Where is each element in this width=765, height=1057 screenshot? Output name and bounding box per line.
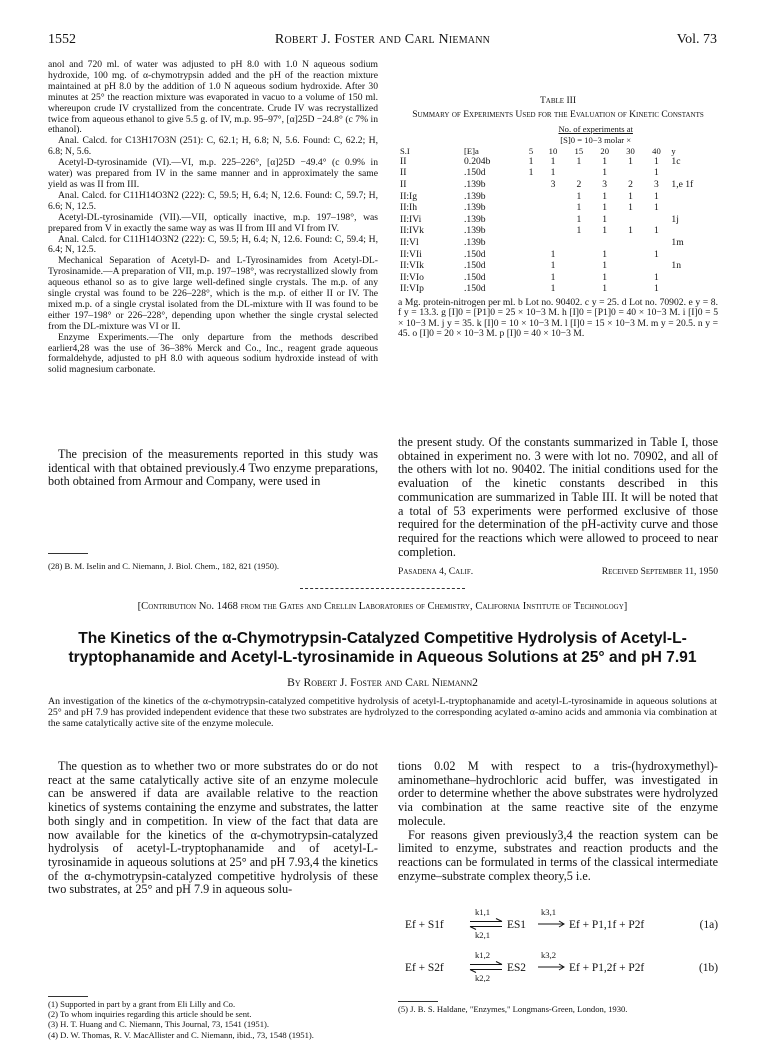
table-cell: II: [400, 179, 407, 191]
right-continuation: [398, 436, 718, 559]
table-cell: [522, 180, 540, 192]
table-cell: [618, 261, 644, 273]
forward-arrow-icon: [537, 963, 565, 971]
table-cell: 1: [654, 202, 659, 214]
table-cell: II: [400, 167, 407, 179]
table-cell: [540, 191, 566, 203]
place: Pasadena 4, Calif.: [398, 566, 474, 577]
table-cell: II:IVk: [400, 225, 424, 237]
table-cell: [669, 226, 718, 238]
table-cell: 3: [602, 179, 608, 191]
para-1: anol and 720 ml. of water was adjusted to pH 8.0 with 1.0 N aqueous sodium hydroxide, 100 mg. of α-chymotrypsin added and the pH of the reaction mixture maintained at pH 8.0 by the addition of 1.0 N aqueous sodium hydroxide. After 30 minutes at 25° the reaction mixture was evaporated in vacuo to a volume of 150 ml. whereupon crude IV crystallized from the concentrate. Crude IV was recrystallized twice from aqueous ethanol to give 5.5 g. of IV, m.p. 95–97°, [α]25D −24.8° (c 7% in ethanol).: [48, 59, 378, 136]
section-divider: [300, 588, 465, 589]
table-cell: 1: [576, 213, 582, 225]
eq1-k-back: k2,1: [475, 930, 491, 940]
header-30: 30: [626, 145, 635, 156]
table-cell: [522, 203, 540, 215]
table-cell: II:VIo: [400, 271, 424, 283]
footnote-rule-right: [398, 1001, 438, 1002]
table-cell: .150d: [464, 167, 486, 179]
table-cell: .139b: [464, 225, 486, 237]
table-cell: 1: [576, 202, 582, 214]
footnote-28: (28) B. M. Iselin and C. Niemann, J. Biol. Chem., 182, 821 (1950).: [48, 561, 280, 571]
table-cell: [522, 191, 540, 203]
table-cell: [522, 284, 540, 296]
equilibrium-arrow-icon: [469, 961, 503, 973]
table-row: [398, 238, 718, 250]
table-cell: 1: [654, 248, 659, 260]
table-cell: 1: [550, 260, 556, 272]
table-cell: 1: [654, 271, 659, 283]
table-cell: .139b: [464, 179, 486, 191]
table-cell: II:VIk: [400, 260, 424, 272]
article-right-column: [398, 760, 718, 883]
forward-arrow-icon: [537, 920, 565, 928]
table-subtitle: Summary of Experiments Used for the Evaluation of Kinetic Constants: [412, 108, 704, 120]
table-cell: 0.204b: [464, 155, 491, 167]
table-row: [398, 261, 718, 273]
header-y: y: [671, 145, 676, 156]
eq1-complex: ES1: [507, 919, 526, 931]
table-cell: [618, 215, 644, 227]
table-row: [398, 191, 718, 203]
table-cell: [540, 203, 566, 215]
eq2-lhs: Ef + S2f: [405, 962, 444, 974]
table-cell: [669, 272, 718, 284]
right-paragraph: the present study. Of the constants summarized in Table I, those obtained in experiment no. 3 were with lot no. 70902, and all of the others with lot no. 90402. The initial conditions used for the evaluation of the kinetic constants described in this communication are summarized in Table III. It will be noted that a total of 53 experiments were performed exclusive of those required for the determination of the pH-activity curve and those required for the reactions which were allowed to proceed to near completion.: [398, 435, 718, 559]
footnote-rule-left: [48, 996, 88, 997]
table-cell: [669, 191, 718, 203]
table-header-row: [398, 146, 718, 157]
table-cell: .150d: [464, 283, 486, 295]
running-header: [48, 32, 717, 48]
header-e: [E]a: [464, 145, 479, 156]
footnote-rule-top: [48, 553, 88, 554]
table-cell: [566, 168, 592, 180]
eq1-k-forward: k1,1: [475, 907, 491, 917]
eq1-label: (1a): [699, 919, 718, 931]
table-cell: 1: [628, 225, 633, 237]
header-40: 40: [652, 145, 661, 156]
table-row: [398, 168, 718, 180]
equation-1a: [405, 907, 718, 943]
footnote-5: (5) J. B. S. Haldane, "Enzymes," Longmans-Green, London, 1930.: [398, 1004, 628, 1014]
table-cell: II: [400, 155, 407, 167]
table-cell: [669, 168, 718, 180]
table-cell: 1: [602, 283, 608, 295]
contribution-line: [Contribution No. 1468 from the Gates and Crellin Laboratories of Chemistry, California Institute of Technology]: [137, 601, 628, 612]
table-cell: 1: [602, 190, 608, 202]
table-cell: [592, 238, 618, 250]
buffer-paragraph: tions 0.02 M with respect to a tris-(hydroxymethyl)-aminomethane–hydrochloric acid buffer, was investigated in order to determine whether the above substrates were hydrolyzed via combination at the same reactive site of the enzyme molecule.: [398, 759, 718, 828]
article-left-column: [48, 760, 378, 897]
table-cell: 1: [602, 248, 608, 260]
table-cell: [618, 249, 644, 261]
table-cell: 1: [576, 225, 582, 237]
table-cell: [618, 238, 644, 250]
table-cell: [566, 261, 592, 273]
table-cell: II:Ig: [400, 190, 418, 202]
table-cell: II:Ih: [400, 202, 418, 214]
para-acetyl-d-tyrosinamide: Acetyl-D-tyrosinamide (VI).—VI, m.p. 225–226°, [α]25D −49.4° (c 0.9% in water) was prepared from IV in the same manner and in approximately the same yield as was II from III.: [48, 157, 378, 190]
table-cell: [618, 284, 644, 296]
table-cell: 1j: [671, 213, 679, 225]
abstract: An investigation of the kinetics of the α-chymotrypsin-catalyzed competitive hydrolysis of acetyl-L-tryptophanamide and acetyl-L-tyrosinamide in aqueous solutions at 25° and pH 7.9 has provided independent evidence that these two substrates are hydrolyzed to the corresponding acylated α-amino acids and ammonia via combination at the same catalytically active site of the enzyme molecule.: [48, 696, 717, 729]
table-cell: 1: [550, 283, 556, 295]
table-cell: .150d: [464, 248, 486, 260]
table-cell: 1: [576, 155, 582, 167]
para-analysis-2: Anal. Calcd. for C11H14O3N2 (222): C, 59.5; H, 6.4; N, 12.6. Found: C, 59.7; H, 6.6; N, 12.5.: [48, 189, 378, 212]
table-cell: 3: [550, 179, 556, 191]
table-cell: 1: [602, 155, 608, 167]
column-group-label: No. of experiments at: [558, 123, 633, 134]
running-title: Robert J. Foster and Carl Niemann: [274, 32, 491, 47]
eq2-k3: k3,2: [541, 950, 557, 960]
table-cell: [669, 203, 718, 215]
table-data: [398, 124, 718, 296]
eq1-rhs: Ef + P1,1f + P2f: [569, 919, 645, 931]
table-cell: [618, 272, 644, 284]
table-row: [398, 272, 718, 284]
table-cell: 1: [602, 225, 608, 237]
footnote-3: (3) H. T. Huang and C. Niemann, This Journal, 73, 1541 (1951).: [48, 1019, 270, 1030]
table-cell: [540, 226, 566, 238]
table-cell: [566, 249, 592, 261]
eq2-label: (1b): [699, 962, 718, 974]
table-cell: [522, 272, 540, 284]
table-cell: 3: [654, 179, 659, 191]
table-cell: 1: [602, 213, 608, 225]
eq1-lhs: Ef + S1f: [405, 919, 444, 931]
footnote-2: (2) To whom inquiries regarding this article should be sent.: [48, 1009, 252, 1020]
table-notes: a Mg. protein-nitrogen per ml. b Lot no. 90402. c y = 25. d Lot no. 70902. e y = 8. f y = 13.3. g [I]0 = [P1]0 = 25 × 10−3 M. h [I]0 = [P1]0 = 40 × 10−3 M. i [I]0 = 5 × 10−3 M. j y = 35. k [I]0 = 10 × 10−3 M. l [I]0 = 15 × 10−3 M. m y = 20.5. n y = 45. o [I]0 = 20 × 10−3 M. p [I]0 = 40 × 10−3 M.: [398, 296, 718, 340]
table-cell: [540, 238, 566, 250]
para-acetyl-dl-tyrosinamide: Acetyl-DL-tyrosinamide (VII).—VII, optically inactive, m.p. 197–198°, was prepared from V in exactly the same way as was II from III and VI from IV.: [48, 211, 378, 234]
volume-label: Vol. 73: [676, 32, 717, 47]
table-cell: 1c: [671, 155, 681, 167]
eq1-k3: k3,1: [541, 907, 557, 917]
table-cell: 1: [654, 167, 659, 179]
eq2-k-back: k2,2: [475, 973, 491, 983]
table-cell: .139b: [464, 237, 486, 249]
table-cell: II:Vl: [400, 237, 419, 249]
table-cell: 1: [654, 225, 659, 237]
table-cell: [522, 226, 540, 238]
table-cell: [643, 215, 669, 227]
header-si: S.I: [400, 145, 410, 156]
table-row: [398, 249, 718, 261]
table-cell: 1: [654, 190, 659, 202]
table-cell: [566, 284, 592, 296]
table-cell: .150d: [464, 260, 486, 272]
table-cell: 2: [576, 179, 582, 191]
reasons-paragraph: For reasons given previously3,4 the reaction system can be limited to enzyme, substrates and reaction products and the reactions can be formulated in terms of the classical intermediate enzyme–substrate complex theory,5 i.e.: [398, 827, 718, 883]
table-cell: 1: [602, 271, 608, 283]
footnote-4: (4) D. W. Thomas, R. V. MacAllister and C. Niemann, ibid., 73, 1548 (1951).: [48, 1029, 314, 1040]
table-cell: .139b: [464, 202, 486, 214]
left-footnotes: [48, 999, 378, 1040]
equilibrium-arrow-icon: [469, 918, 503, 930]
table-cell: 1: [528, 167, 534, 179]
table-cell: 1: [602, 167, 608, 179]
table-cell: .139b: [464, 190, 486, 202]
table-cell: II:IVi: [400, 213, 422, 225]
table-cell: [522, 215, 540, 227]
article-authors: By Robert J. Foster and Carl Niemann2: [287, 676, 478, 689]
footnote-1: (1) Supported in part by a grant from Eli Lilly and Co.: [48, 999, 236, 1009]
page-number: 1552: [48, 32, 76, 47]
table-cell: 1: [576, 190, 582, 202]
received-date: Received September 11, 1950: [601, 566, 718, 577]
equation-1b: [405, 950, 718, 986]
table-cell: [522, 238, 540, 250]
table-cell: [669, 284, 718, 296]
column-unit-label: [S]0 = 10−3 molar ×: [560, 134, 632, 145]
table-cell: 1: [602, 260, 608, 272]
table-row: [398, 226, 718, 238]
table-row: [398, 180, 718, 192]
precision-paragraph: The precision of the measurements reported in this study was identical with that obtained previously.4 Two enzyme preparations, both obtained from Armour and Company, were used in: [48, 447, 378, 489]
table-cell: 1: [654, 283, 659, 295]
eq2-rhs: Ef + P1,2f + P2f: [569, 962, 645, 974]
table-cell: [669, 249, 718, 261]
table-cell: 1: [528, 155, 534, 167]
table-cell: II:VIi: [400, 248, 422, 260]
table-cell: 1: [550, 167, 556, 179]
table-row: [398, 215, 718, 227]
table-cell: 1: [550, 271, 556, 283]
header-15: 15: [574, 145, 584, 156]
table-cell: [566, 272, 592, 284]
para-analysis-3: Anal. Calcd. for C11H14O3N2 (222): C, 59.5; H, 6.4; N, 12.6. Found: C, 59.4; H, 6.4; N, 12.5.: [48, 233, 378, 256]
eq2-complex: ES2: [507, 962, 526, 974]
table-cell: [540, 215, 566, 227]
header-20: 20: [600, 145, 609, 156]
table-title: Table III: [539, 95, 577, 106]
table-cell: .150d: [464, 271, 486, 283]
article-title: The Kinetics of the α-Chymotrypsin-Catalyzed Competitive Hydrolysis of Acetyl-L-tryptophanamide and Acetyl-L-tyrosinamide in Aqueous Solutions at 25° and pH 7.91: [68, 630, 697, 666]
table-cell: 1m: [671, 237, 684, 249]
table-cell: 1: [628, 155, 633, 167]
table-cell: 1,e 1f: [671, 179, 694, 191]
table-cell: 1n: [671, 260, 681, 272]
table-cell: [522, 261, 540, 273]
table-cell: [566, 238, 592, 250]
intro-paragraph: The question as to whether two or more substrates do or do not react at the same catalytically active site of an enzyme molecule can be answered if data are available relative to the reaction kinetics of systems containing the enzyme and substrates, the latter both singly and in competition. In view of the fact that data are now available for the kinetics of the α-chymotrypsin-catalyzed hydrolysis of acetyl-L-tryptophanamide and of acetyl-L-tyrosinamide in aqueous solutions at 25° and pH 7.93,4 the kinetics of the α-chymotrypsin-catalyzed competitive hydrolysis of these two substrates, at 25° and pH 7.9 in aqueous solu-: [48, 759, 378, 897]
table-row: [398, 203, 718, 215]
table-cell: [643, 238, 669, 250]
para-mechanical-separation: Mechanical Separation of Acetyl-D- and L-Tyrosinamides from Acetyl-DL-Tyrosinamide.—A preparation of VII, m.p. 197–198°, was recrystallized slowly from aqueous ethanol so as to give large well-defined single crystals. The m.p. of any single crystal was found to be 226–228°, which is the m.p. of either II or IV. The mixed m.p. of a single crystal isolated from the DL-mixture with II was found to be either 197–198° or 226–228°, depending upon whether the single crystal selected from the DL-mixture was VI or II.: [48, 255, 378, 332]
table-cell: 1: [602, 202, 608, 214]
header-10: 10: [548, 145, 558, 156]
table-row: [398, 157, 718, 169]
experimental-section: [48, 60, 378, 376]
table-iii: [398, 96, 718, 340]
table-cell: [522, 249, 540, 261]
table-cell: 1: [550, 248, 556, 260]
table-cell: .139b: [464, 213, 486, 225]
received-line: [398, 566, 718, 577]
table-cell: II:VIp: [400, 283, 424, 295]
table-cell: 1: [628, 190, 633, 202]
table-cell: 1: [628, 202, 633, 214]
eq2-k-forward: k1,2: [475, 950, 491, 960]
header-5: 5: [528, 145, 534, 156]
para-analysis-1: Anal. Calcd. for C13H17O3N (251): C, 62.1; H, 6.8; N, 5.6. Found: C, 62.2; H, 6.8; N, 5.6.: [48, 135, 378, 158]
table-cell: [618, 168, 644, 180]
table-cell: 1: [550, 155, 556, 167]
table-row: [398, 284, 718, 296]
table-cell: 2: [628, 179, 633, 191]
table-cell: [643, 261, 669, 273]
para-enzyme-experiments: Enzyme Experiments.—The only departure from the methods described earlier4,28 was the use of 36–38% Merck and Co., Inc., reagent grade aqueous formaldehyde, adjusted to pH 8.0 with aqueous sodium hydroxide instead of with solid magnesium carbonate.: [48, 331, 378, 376]
table-cell: 1: [654, 155, 659, 167]
table-body: [398, 157, 718, 296]
